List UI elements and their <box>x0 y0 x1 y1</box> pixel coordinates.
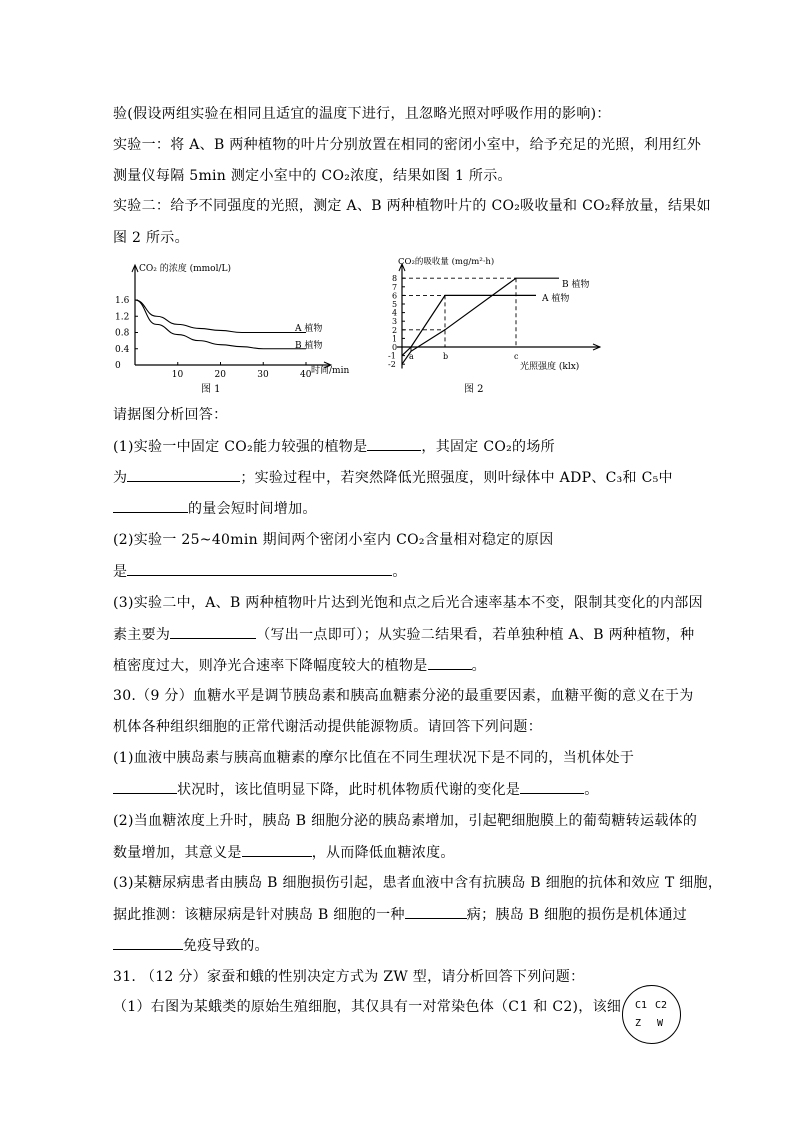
question-line: 植密度过大，则净光合速率下降幅度较大的植物是 。 <box>113 655 486 676</box>
text-line: 请据图分析回答： <box>113 407 228 423</box>
x-tick-label: b <box>443 352 449 361</box>
text-line: 验(假设两组实验在相同且适宜的温度下进行，且忽略光照对呼吸作用的影响)： <box>113 106 611 122</box>
fig1-series <box>135 300 306 349</box>
fig1-xlabel: 时间/min <box>311 366 350 376</box>
question-line: 为 ；实验过程中，若突然降低光照强度，则叶绿体中 ADP、C₃和 C₅中 <box>113 467 673 488</box>
fig1-caption: 图 1 <box>201 384 221 395</box>
series-b-line <box>135 300 306 349</box>
question-line: 素主要为 （写出一点即可）；从实验二结果看，若单独种植 A、B 两种植物，种 <box>113 624 694 645</box>
x-tick-label: 30 <box>257 370 269 380</box>
fig2-ylabel: CO₂的吸收量 (mg/m²·h) <box>398 257 495 267</box>
answer-blank[interactable] <box>113 779 177 794</box>
text-line: 机体各种组织细胞的正常代谢活动提供能源物质。请回答下列问题： <box>113 719 542 735</box>
text-line: （1）右图为某蛾类的原始生殖细胞，其仅具有一对常染色体（C1 和 C2)，该细 <box>113 999 622 1015</box>
question-line: 据此推测：该糖尿病是针对胰岛 B 细胞的一种 病；胰岛 B 细胞的损伤是机体通过 <box>113 904 687 925</box>
fig2-caption: 图 2 <box>464 384 484 395</box>
question-line: (3)实验二中，A、B 两种植物叶片达到光饱和点之后光合速率基本不变，限制其变化的内部因 <box>113 595 703 611</box>
x-tick-label: 40 <box>300 370 312 380</box>
question-line: 的量会短时间增加。 <box>113 498 317 519</box>
fig1-axes <box>115 265 331 380</box>
y-tick-label: 1 <box>392 334 398 344</box>
fig1-legend-a: A 植物 <box>295 324 323 334</box>
x-tick-label: c <box>514 352 519 361</box>
text-line: 30.（9 分）血糖水平是调节胰岛素和胰高血糖素分泌的最重要因素，血糖平衡的意义在于为 <box>113 688 694 704</box>
text-line: 实验一：将 A、B 两种植物的叶片分别放置在相同的密闭小室中，给予充足的光照，利用红外 <box>113 137 702 153</box>
y-tick-label: 3 <box>392 317 398 327</box>
text-line: 31. （12 分）家蚕和蛾的性别决定方式为 ZW 型，请分析回答下列问题： <box>113 969 585 985</box>
y-tick-label: 0 <box>392 343 398 352</box>
y-tick-label: 5 <box>392 300 398 309</box>
question-line: (2)实验一 25~40min 期间两个密闭小室内 CO₂含量相对稳定的原因 <box>113 532 554 548</box>
y-tick-label: 0.8 <box>115 328 130 339</box>
y-tick-label: 6 <box>392 291 398 301</box>
answer-blank[interactable] <box>520 779 584 794</box>
text-line: 实验二：给予不同强度的光照，测定 A、B 两种植物叶片的 CO₂吸收量和 CO₂释放量，结果如 <box>113 198 711 214</box>
y-tick-label: 2 <box>392 325 398 335</box>
text-line: 测量仪每隔 5min 测定小室中的 CO₂浓度，结果如图 1 所示。 <box>113 168 512 184</box>
chromosome-label: Z <box>635 1018 642 1029</box>
figure-1-chart <box>113 250 358 395</box>
fig2-legend-b: B 植物 <box>562 280 590 290</box>
answer-blank[interactable] <box>127 467 240 482</box>
chromosome-label: C1 <box>635 1000 648 1011</box>
answer-blank[interactable] <box>113 935 183 950</box>
question-line: 是 。 <box>113 561 407 582</box>
fig1-ylabel: CO₂ 的浓度 (mmol/L) <box>139 264 231 274</box>
question-line: (1)血液中胰岛素与胰高血糖素的摩尔比值在不同生理状况下是不同的，当机体处于 <box>113 750 635 766</box>
series-b-line <box>402 278 559 364</box>
germ-cell-diagram <box>622 985 681 1044</box>
answer-blank[interactable] <box>127 561 392 576</box>
y-tick-label: -1 <box>388 351 396 361</box>
y-tick-label: 1.6 <box>115 296 130 306</box>
answer-blank[interactable] <box>367 436 421 451</box>
answer-blank[interactable] <box>113 498 188 513</box>
question-line: (2)当血糖浓度上升时，胰岛 B 细胞分泌的胰岛素增加，引起靶细胞膜上的葡萄糖转运载体的 <box>113 813 698 829</box>
figure-2-chart <box>370 250 620 395</box>
question-line: (1)实验一中固定 CO₂能力较强的植物是 ，其固定 CO₂的场所 <box>113 436 555 457</box>
y-tick-label: 4 <box>392 308 398 318</box>
answer-blank[interactable] <box>405 904 467 919</box>
series-a-line <box>135 300 306 333</box>
question-line: 免疫导致的。 <box>113 935 269 956</box>
y-tick-label: 8 <box>392 274 398 284</box>
fig2-series <box>402 278 559 364</box>
fig1-legend-b: B 植物 <box>295 341 323 351</box>
x-tick-label: 20 <box>214 370 226 380</box>
answer-blank[interactable] <box>242 842 312 857</box>
x-tick-label: a <box>409 352 414 361</box>
text-line: 图 2 所示。 <box>113 230 189 246</box>
y-tick-label: 0.4 <box>115 344 130 355</box>
y-tick-label: 1.2 <box>115 312 130 323</box>
fig2-xlabel: 光照强度 (klx) <box>520 362 580 372</box>
y-tick-label: 0 <box>115 361 121 371</box>
chromosome-label: W <box>657 1018 664 1029</box>
y-tick-label: 7 <box>392 282 398 292</box>
answer-blank[interactable] <box>428 655 472 670</box>
question-line: 数量增加，其意义是 ，从而降低血糖浓度。 <box>113 842 455 863</box>
x-tick-label: 10 <box>171 370 184 380</box>
chromosome-label: C2 <box>655 1000 668 1011</box>
question-line: (3)某糖尿病患者由胰岛 B 细胞损伤引起，患者血液中含有抗胰岛 B 细胞的抗体和效应 T 细胞， <box>113 875 723 891</box>
fig2-legend-a: A 植物 <box>542 294 570 304</box>
question-line: 状况时，该比值明显下降，此时机体物质代谢的变化是 。 <box>113 779 599 800</box>
y-tick-label: -2 <box>388 360 396 370</box>
answer-blank[interactable] <box>170 624 256 639</box>
